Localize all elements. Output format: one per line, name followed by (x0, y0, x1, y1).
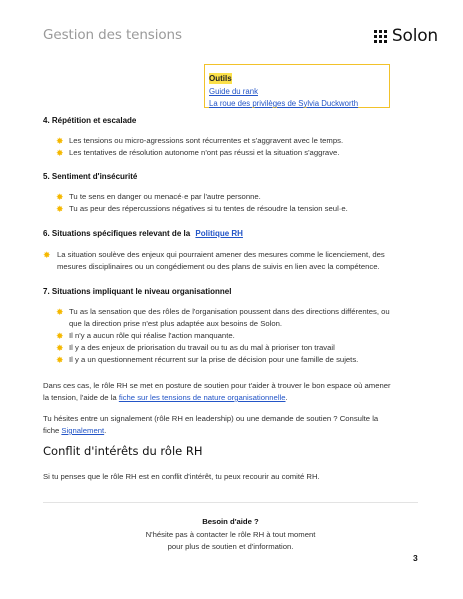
section-5-list (56, 191, 348, 215)
help-line-2: pour plus de soutien et d'information. (167, 542, 294, 551)
conflict-text: Si tu penses que le rôle RH est en conflit d'intérêt, tu peux recourir au comité RH. (43, 472, 320, 481)
star-bullet-icon: ✸ (56, 355, 64, 365)
list-item: ✸ Tu as peur des répercussions négatives si tu tentes de résoudre la tension seul·e. (56, 204, 348, 214)
help-line-1: N'hésite pas à contacter le rôle RH à tout moment (145, 530, 316, 539)
conflict-heading: Conflit d'intérêts du rôle RH (43, 444, 203, 458)
list-item: ✸ Il y a un questionnement récurrent sur la prise de décision pour une famille de sujets. (56, 355, 359, 365)
fiche-tensions-organisationnelles-link[interactable]: fiche sur les tensions de nature organisationnelle (118, 393, 286, 402)
section-5-title: 5. Sentiment d'insécurité (43, 172, 138, 181)
star-bullet-icon: ✸ (56, 192, 64, 202)
list-item: ✸ Tu as la sensation que des rôles de l'organisation poussent dans des directions différentes, ou que la direction prise n'est plus adaptée aux besoins de Solon. (56, 307, 390, 328)
list-item: ✸ Les tentatives de résolution autonome n'ont pas réussi et la situation s'aggrave. (56, 148, 340, 158)
star-bullet-icon: ✸ (56, 136, 64, 146)
section-6-list (43, 249, 385, 273)
list-item: ✸ Tu te sens en danger ou menacé·e par l'autre personne. (56, 192, 261, 202)
list-item: ✸ Il n'y a aucun rôle qui réalise l'action manquante. (56, 331, 235, 341)
section-7-title: 7. Situations impliquant le niveau organisationnel (43, 287, 232, 296)
help-title: Besoin d'aide ? (202, 517, 259, 526)
star-bullet-icon: ✸ (56, 307, 64, 317)
section-6-title: 6. Situations spécifiques relevant de la Politique RH (43, 229, 243, 238)
guide-du-rank-link[interactable]: Guide du rank (209, 87, 258, 96)
signalement-link[interactable]: Signalement (61, 426, 105, 435)
roue-des-privileges-link[interactable]: La roue des privilèges de Sylvia Duckworth (209, 98, 359, 108)
document-title: Gestion des tensions (43, 27, 182, 43)
section-4-title: 4. Répétition et escalade (43, 116, 137, 125)
list-item: ✸ Il y a des enjeux de priorisation du travail ou tu as du mal à prioriser ton travail (56, 343, 335, 353)
star-bullet-icon: ✸ (56, 343, 64, 353)
divider (43, 502, 418, 503)
help-box (43, 516, 418, 553)
signalement-paragraph: Tu hésites entre un signalement (rôle RH en leadership) ou une demande de soutien ? Consulte la fiche Signalement. (43, 414, 379, 435)
section-7-list (56, 306, 390, 366)
section-4-list (56, 135, 343, 159)
logo-text: Solon (391, 26, 438, 46)
star-bullet-icon: ✸ (56, 148, 64, 158)
tools-box (204, 64, 390, 108)
page-header (43, 27, 438, 47)
support-paragraph: Dans ces cas, le rôle RH se met en posture de soutien pour t'aider à trouver le bon espace où amener la tension, l'aide de la fiche sur les tensions de nature organisationnelle. (43, 381, 391, 402)
star-bullet-icon: ✸ (56, 331, 64, 341)
star-bullet-icon: ✸ (56, 204, 64, 214)
tools-title: Outils (209, 74, 232, 83)
star-bullet-icon: ✸ (43, 250, 51, 260)
politique-rh-link[interactable]: Politique RH (195, 229, 243, 238)
list-item: ✸ Les tensions ou micro-agressions sont récurrentes et s'aggravent avec le temps. (56, 136, 344, 146)
page-number: 3 (413, 553, 418, 563)
list-item: ✸ La situation soulève des enjeux qui pourraient amener des mesures comme le licenciement, des mesures disciplinaires ou un congédiement ou des plans de suivis en lien avec la compétence. (43, 250, 385, 271)
solon-logo (374, 26, 438, 46)
solon-logo-icon (374, 30, 387, 43)
